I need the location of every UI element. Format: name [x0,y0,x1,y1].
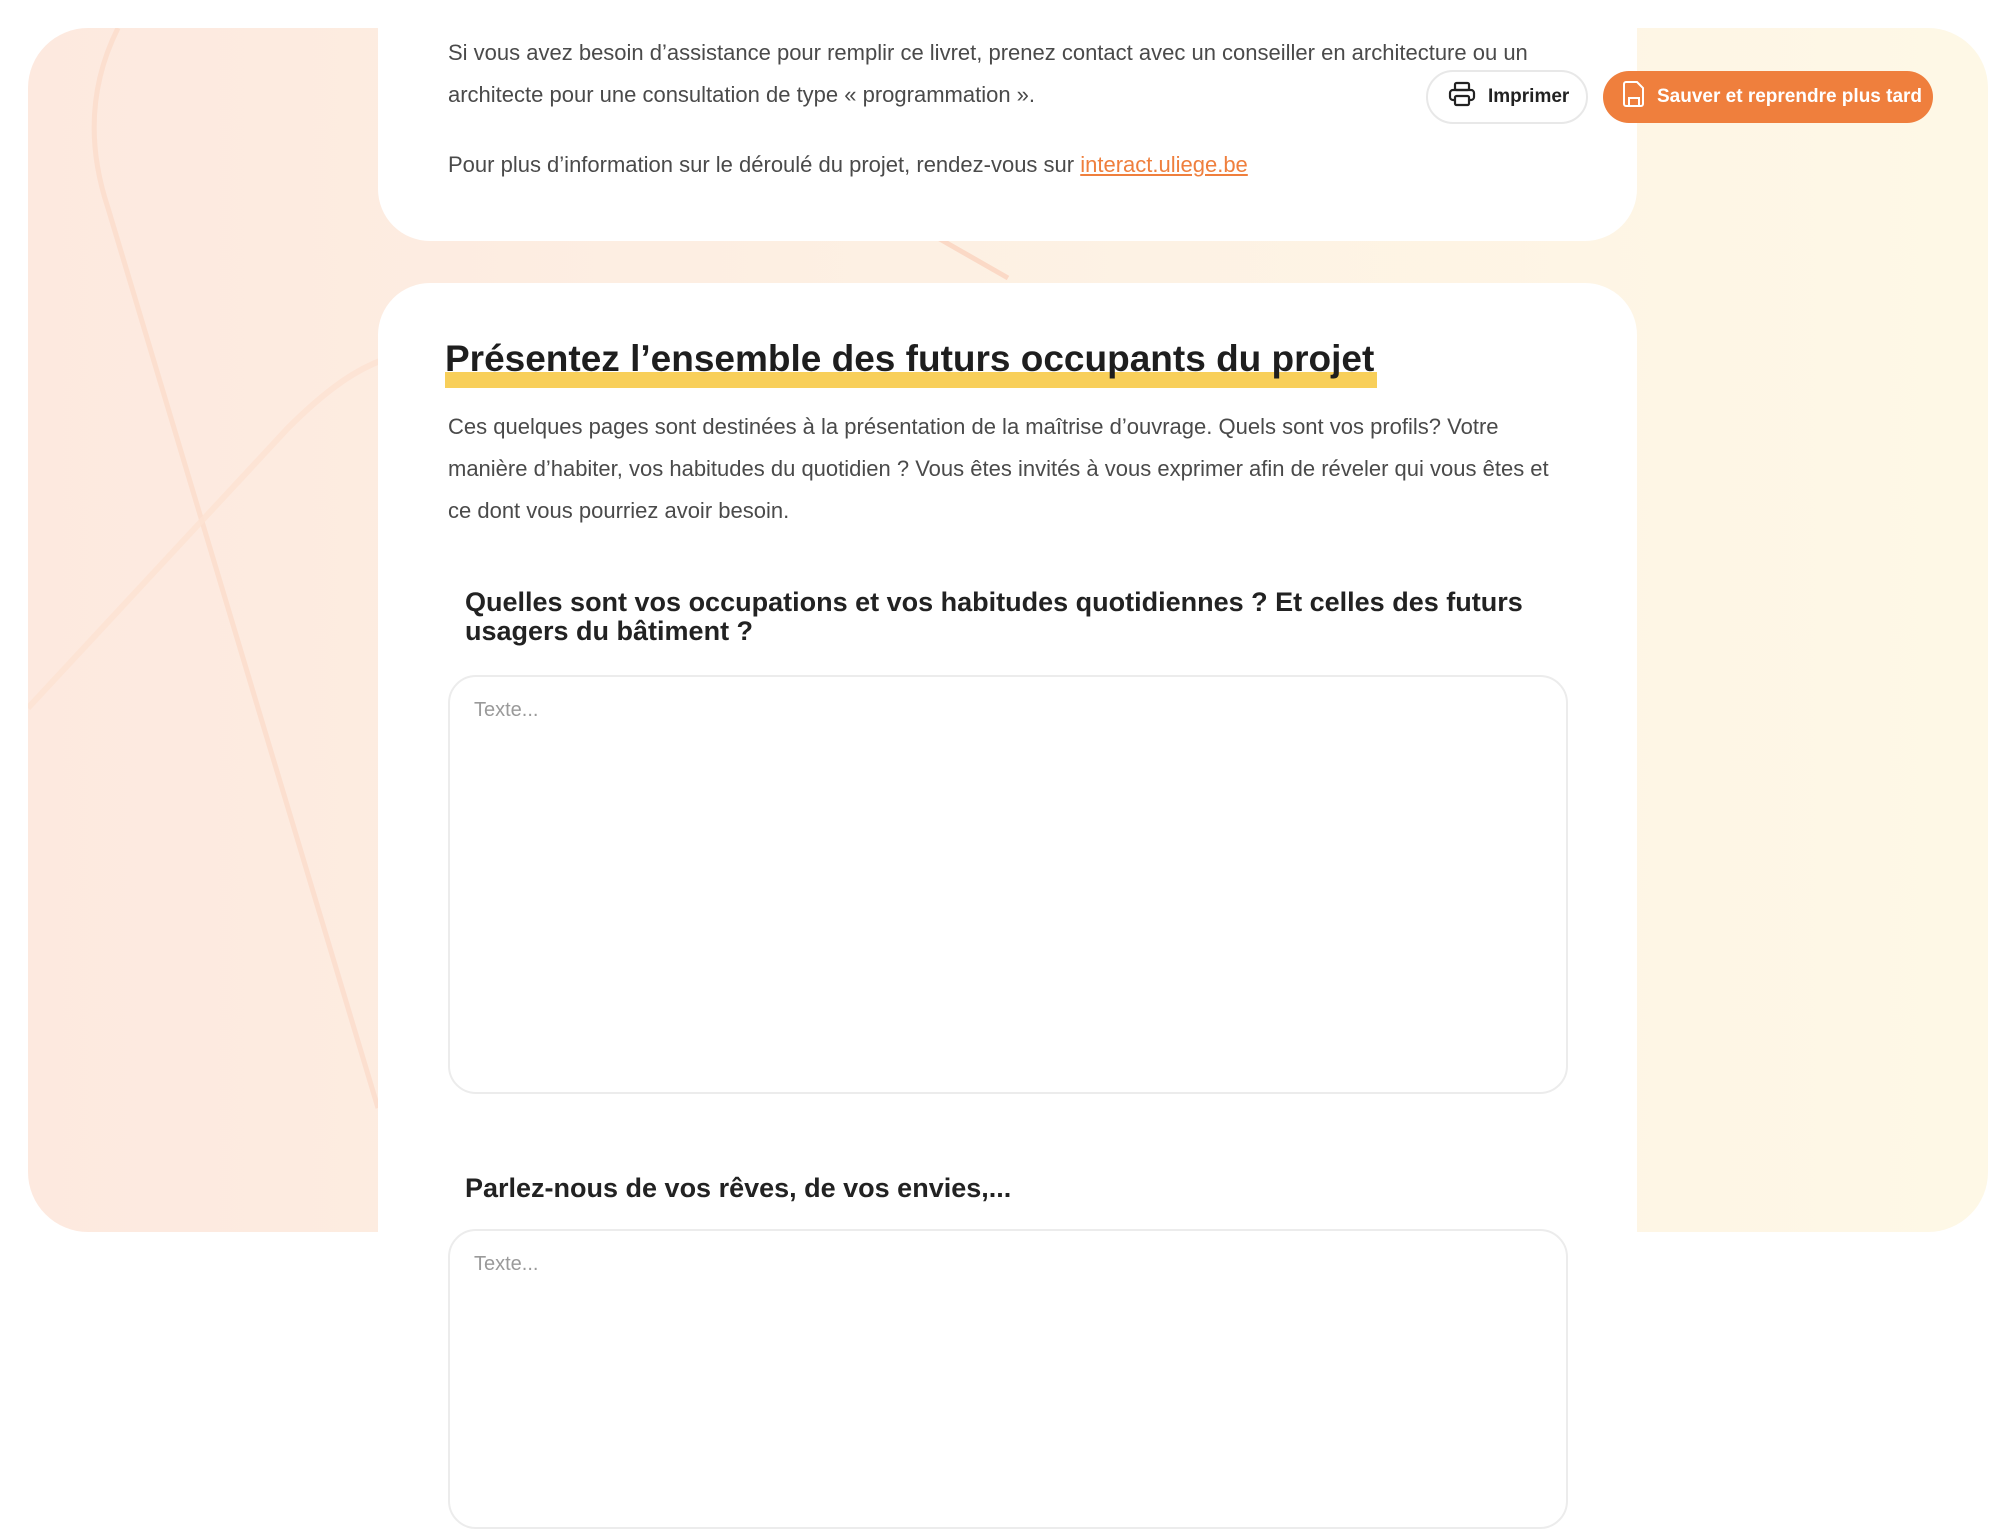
info-link[interactable]: interact.uliege.be [1080,152,1248,177]
assistance-text: Si vous avez besoin d’assistance pour remplir ce livret, prenez contact avec un conseiller en architecture ou un architecte pour une consultation de type « programmation ». [448,40,1528,107]
print-button[interactable] [1426,70,1588,124]
question-label: Parlez-nous de vos rêves, de vos envies,... [465,1173,1012,1203]
dreams-textarea[interactable] [448,1229,1568,1529]
printer-icon [1448,81,1476,113]
question-label: Quelles sont vos occupations et vos habitudes quotidiennes ? Et celles des futurs usagers du bâtiment ? [465,587,1523,646]
print-label: Imprimer [1488,86,1570,107]
info-text-label: Pour plus d’information sur le déroulé du projet, rendez-vous sur [448,152,1081,177]
occupants-section [378,283,1637,1260]
save-label: Sauver et reprendre plus tard [1657,86,1923,107]
info-text [448,144,1568,186]
occupations-textarea[interactable] [448,675,1568,1094]
section-title-wrap [445,338,1374,380]
section-description: Ces quelques pages sont destinées à la présentation de la maîtrise d’ouvrage. Quels sont vos profils? Votre manière d’habiter, vos habitudes du quotidien ? Vous êtes invités à vous exprimer afin de réveler qui vous êtes et ce dont vous pourriez avoir besoin. [448,414,1549,523]
section-title: Présentez l’ensemble des futurs occupants du projet [445,338,1375,379]
save-button[interactable] [1603,71,1933,123]
save-icon [1623,80,1645,114]
